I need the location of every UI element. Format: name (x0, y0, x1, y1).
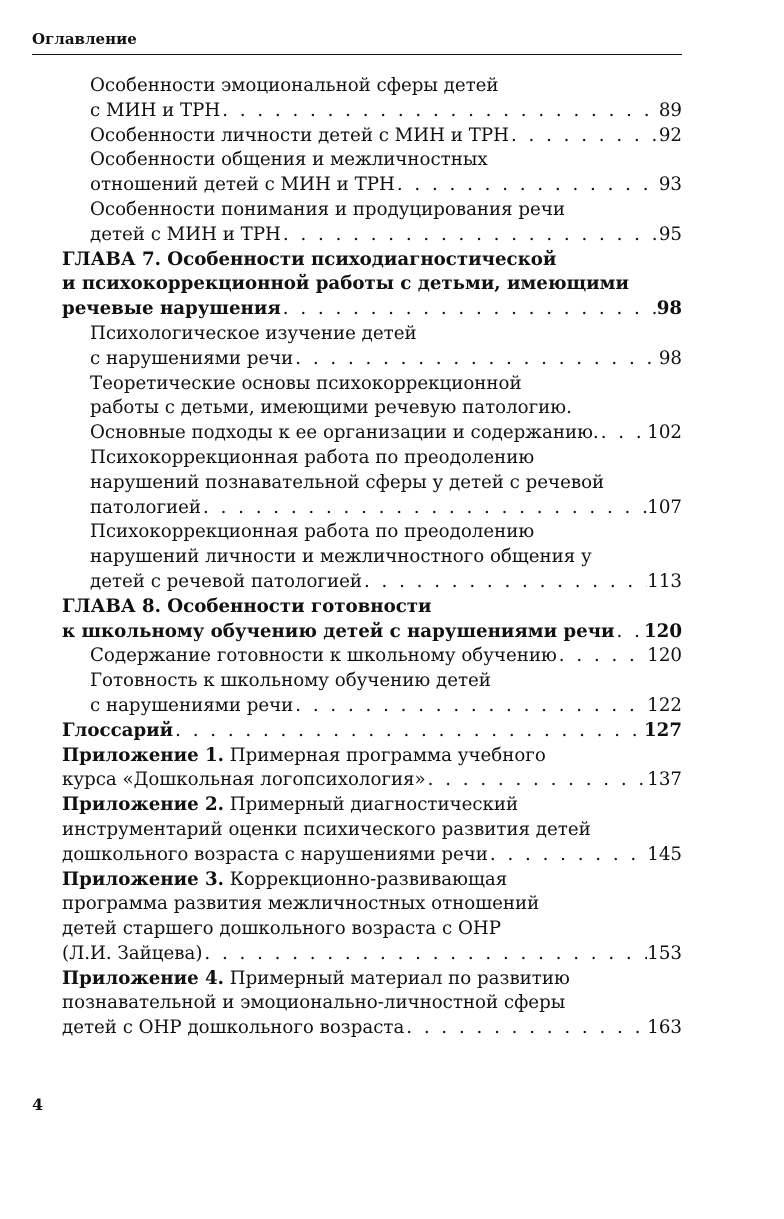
toc-entry-title: речевые нарушения (62, 298, 281, 320)
toc-entry (62, 446, 682, 520)
dot-leader (281, 223, 659, 248)
toc-entry (62, 198, 682, 248)
toc-entry-title: Особенности личности детей с МИН и ТРН (90, 124, 509, 146)
toc-entry-title: Глоссарий (62, 719, 174, 741)
toc-entry-line (62, 1016, 682, 1041)
toc-entry-line (90, 570, 682, 595)
toc-entry-line (62, 620, 682, 645)
dot-leader (404, 1016, 647, 1041)
toc-entry (62, 520, 682, 594)
toc-entry-title: курса «Дошкольная логопсихология» (62, 769, 426, 791)
header-rule (32, 54, 682, 55)
toc-entry-title: дошкольного возраста с нарушениями речи (62, 843, 488, 865)
dot-leader (395, 173, 659, 198)
dot-leader (173, 719, 644, 744)
toc-entry (62, 744, 682, 794)
toc-entry (62, 372, 682, 446)
toc-entry-label: Приложение 3. (62, 868, 224, 890)
table-of-contents (62, 74, 682, 1041)
toc-page-number: 137 (647, 769, 682, 791)
toc-entry-title: к школьному обучению детей с нарушениями речи (62, 620, 615, 642)
toc-entry-line: Особенности эмоциональной сферы детей (90, 75, 499, 96)
toc-page-number: 89 (658, 99, 682, 121)
toc-entry (62, 595, 682, 645)
toc-entry-line: Приложение 3. Коррекционно-развивающая (62, 868, 508, 890)
toc-entry-line (90, 173, 682, 198)
toc-page-number: 92 (658, 124, 682, 146)
page-number: 4 (32, 1095, 44, 1114)
toc-entry-line: Приложение 4. Примерный материал по развитию (62, 967, 570, 989)
dot-leader (201, 496, 647, 521)
toc-entry-title: с нарушениями речи (90, 694, 294, 716)
toc-entry-line: нарушений личности и межличностного общения у (90, 546, 592, 568)
dot-leader (509, 124, 659, 149)
toc-entry-line: и психокоррекционной работы с детьми, имеющими (62, 273, 629, 295)
toc-entry-line: Психокоррекционная работа по преодолению (90, 521, 535, 543)
running-header: Оглавление (32, 30, 137, 48)
toc-page-number: 102 (647, 422, 682, 444)
toc-entry (62, 124, 682, 149)
toc-entry (62, 322, 682, 372)
toc-entry-line: Приложение 2. Примерный диагностический (62, 794, 519, 816)
toc-entry-title: (Л.И. Зайцева) (62, 942, 203, 964)
toc-entry-line: познавательной и эмоционально-личностной сферы (62, 992, 566, 1014)
toc-entry-line: работы с детьми, имеющими речевую патологию. (90, 397, 572, 419)
toc-entry-line: инструментарий оценки психического развития детей (62, 818, 591, 840)
toc-entry-line (62, 297, 682, 322)
toc-entry-label: Приложение 4. (62, 967, 224, 989)
toc-entry (62, 248, 682, 322)
dot-leader (557, 644, 647, 669)
toc-entry-line: Готовность к школьному обучению детей (90, 670, 491, 692)
toc-entry-title: с нарушениями речи (90, 347, 294, 369)
dot-leader (615, 620, 645, 645)
toc-page-number: 93 (658, 174, 682, 196)
toc-page-number: 145 (647, 843, 682, 865)
toc-page-number: 98 (658, 347, 682, 369)
toc-page-number: 122 (647, 694, 682, 716)
toc-page-number: 163 (647, 1017, 682, 1039)
toc-page-number: 127 (644, 719, 682, 741)
dot-leader (599, 421, 648, 446)
toc-page-number: 98 (656, 298, 682, 320)
toc-entry-title: Содержание готовности к школьному обучению (90, 645, 557, 667)
toc-page-number: 107 (647, 496, 682, 518)
toc-entry-line (90, 496, 682, 521)
toc-entry-title: детей с МИН и ТРН (90, 223, 281, 245)
toc-page-number: 113 (647, 570, 682, 592)
toc-entry-title: Основные подходы к ее организации и содержанию. (90, 422, 599, 444)
toc-entry-title: патологией (90, 496, 202, 518)
dot-leader (362, 570, 647, 595)
toc-entry (62, 74, 682, 124)
toc-entry-label: Приложение 2. (62, 794, 224, 816)
toc-entry-line: Приложение 1. Примерная программа учебного (62, 744, 546, 766)
toc-entry-line: Теоретические основы психокоррекционной (90, 372, 522, 394)
toc-entry-line: Особенности общения и межличностных (90, 149, 488, 171)
dot-leader (220, 99, 659, 124)
toc-entry-line (90, 347, 682, 372)
dot-leader (488, 843, 647, 868)
toc-entry (62, 669, 682, 719)
toc-page-number: 120 (647, 645, 682, 667)
toc-page-number: 95 (658, 223, 682, 245)
toc-entry-line: Особенности понимания и продуцирования речи (90, 198, 565, 220)
toc-entry-title: детей с ОНР дошкольного возраста (62, 1017, 405, 1039)
dot-leader (293, 694, 647, 719)
toc-entry-line: программа развития межличностных отношений (62, 893, 540, 915)
dot-leader (293, 347, 659, 372)
toc-entry-title: детей с речевой патологией (90, 570, 362, 592)
toc-entry (62, 967, 682, 1041)
dot-leader (202, 942, 647, 967)
toc-entry-label: Приложение 1. (62, 744, 224, 766)
toc-entry-line: ГЛАВА 8. Особенности готовности (62, 595, 432, 617)
toc-page-number: 120 (644, 620, 682, 642)
toc-entry-line (62, 843, 682, 868)
toc-entry (62, 644, 682, 669)
toc-entry (62, 719, 682, 744)
dot-leader (426, 768, 648, 793)
toc-entry-line (62, 719, 682, 744)
toc-entry-line: ГЛАВА 7. Особенности психодиагностической (62, 248, 557, 270)
toc-entry-title: отношений детей с МИН и ТРН (90, 174, 395, 196)
toc-entry-line (90, 99, 682, 124)
toc-entry-line: Психокоррекционная работа по преодолению (90, 446, 535, 468)
toc-entry (62, 793, 682, 867)
toc-entry-line (90, 421, 682, 446)
toc-entry-line (90, 644, 682, 669)
toc-entry-line (90, 694, 682, 719)
dot-leader (281, 297, 657, 322)
toc-entry (62, 148, 682, 198)
toc-entry-line (90, 124, 682, 149)
toc-entry-line: Психологическое изучение детей (90, 322, 417, 344)
toc-entry-line (90, 223, 682, 248)
toc-entry-title: с МИН и ТРН (90, 99, 221, 121)
toc-entry-line: детей старшего дошкольного возраста с ОНР (62, 918, 501, 940)
toc-entry (62, 868, 682, 967)
toc-entry-line (62, 942, 682, 967)
toc-entry-line: нарушений познавательной сферы у детей с речевой (90, 471, 605, 493)
toc-page-number: 153 (647, 942, 682, 964)
toc-entry-line (62, 768, 682, 793)
